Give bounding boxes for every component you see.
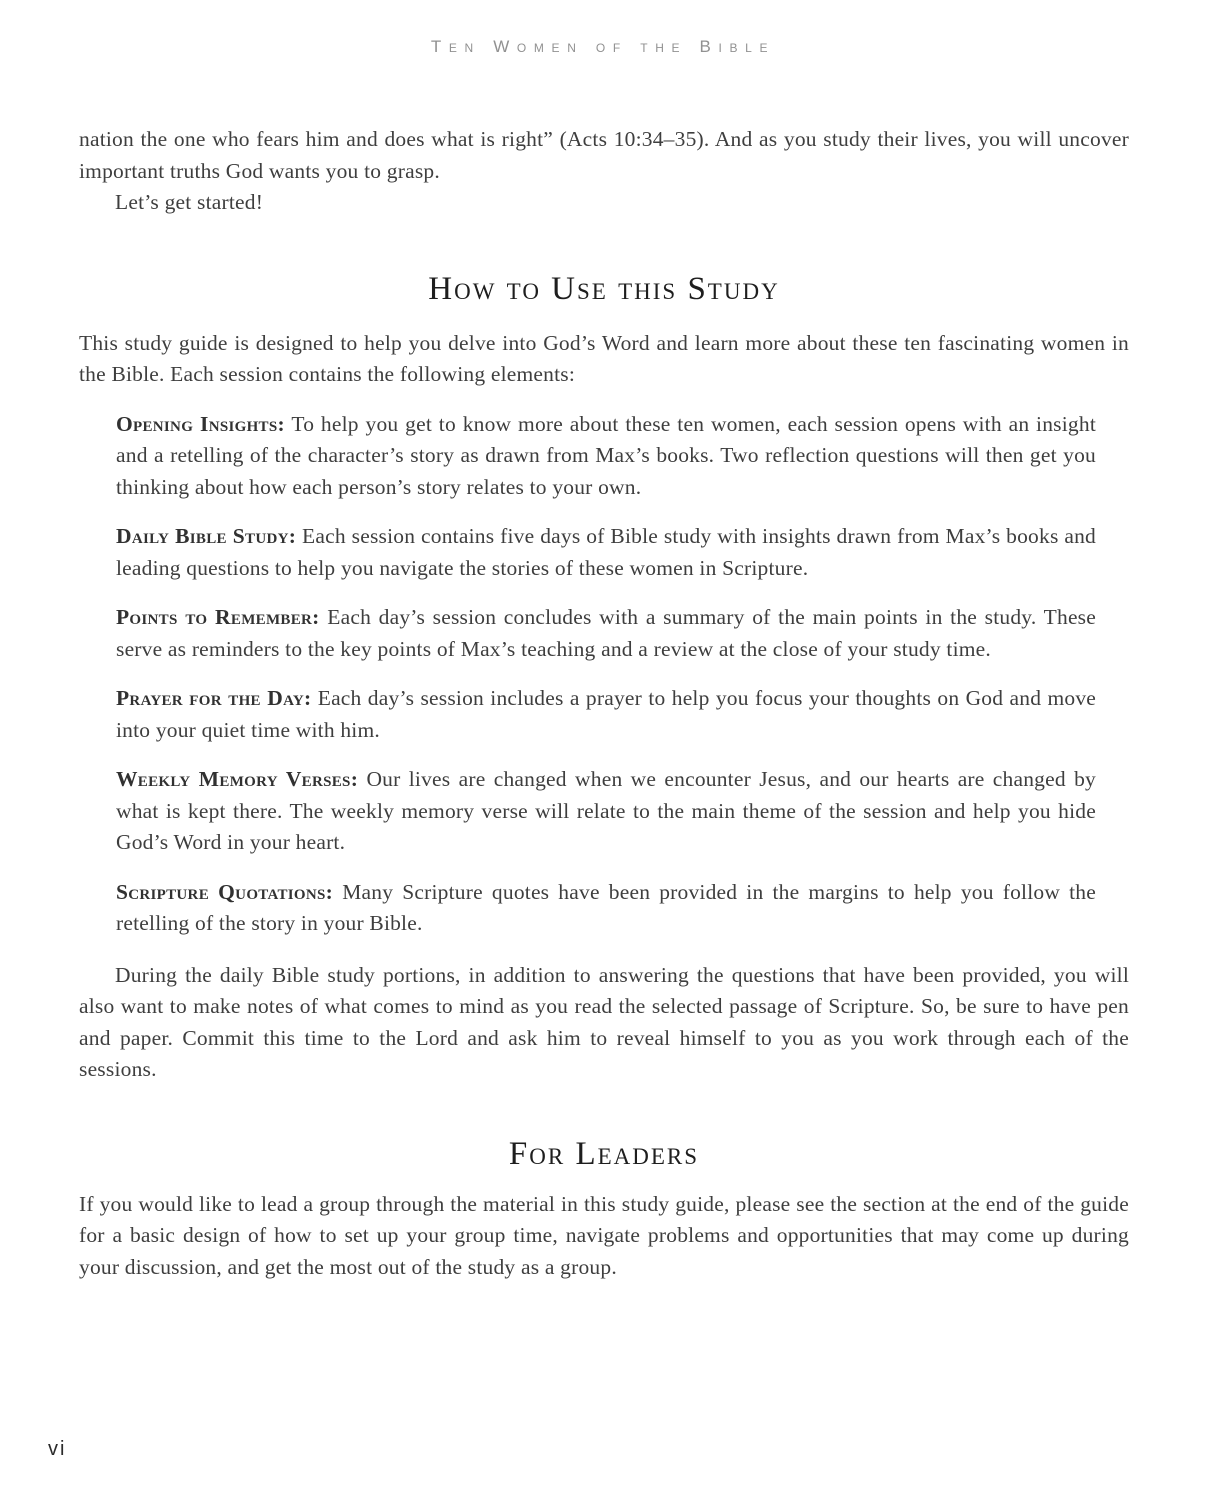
continuation-paragraph: nation the one who fears him and does what is right” (Acts 10:34–35). And as you study their lives, you will uncover important truths God wants you to grasp. (79, 127, 1129, 183)
item-label: Weekly Memory Verses: (116, 767, 359, 791)
item-text: To help you get to know more about these ten women, each session opens with an insight and a retelling of the character’s story as drawn from Max’s books. Two reflection questions will then get you thinking about how each person’s story relates to your own. (116, 411, 1096, 499)
item-label: Points to Remember: (116, 605, 320, 629)
study-element-opening-insights (79, 409, 1129, 504)
heading-how-to-use-this-study: How to Use this Study (428, 270, 780, 307)
lets-get-started-line: Let’s get started! (115, 190, 264, 214)
closing-paragraph: During the daily Bible study portions, in addition to answering the questions that have been provided, you will also want to make notes of what comes to mind as you read the selected passage of Scripture. So, be sure to have pen and paper. Commit this time to the Lord and ask him to reveal himself to you as you work through each of the sessions. (79, 962, 1129, 1081)
item-text: Our lives are changed when we encounter Jesus, and our hearts are changed by what is kept there. The weekly memory verse will relate to the main theme of the session and help you hide God’s Word in your heart. (116, 767, 1096, 854)
study-element-points-to-remember (79, 602, 1129, 665)
item-text: Many Scripture quotes have been provided in the margins to help you follow the retelling of the story in your Bible. (116, 879, 1096, 935)
heading-for-leaders: For Leaders (508, 1135, 700, 1172)
study-element-daily-bible-study (79, 521, 1129, 584)
item-text: Each day’s session concludes with a summary of the main points in the study. These serve as reminders to the key points of Max’s teaching and a review at the close of your study time. (116, 605, 1096, 661)
item-text: Each session contains five days of Bible study with insights drawn from Max’s books and leading questions to help you navigate the stories of these women in Scripture. (116, 524, 1097, 580)
study-element-prayer-for-the-day (79, 683, 1129, 746)
study-element-weekly-memory-verses (79, 764, 1129, 859)
item-label: Scripture Quotations: (116, 879, 334, 904)
page-number: vi (48, 1438, 67, 1460)
item-label: Daily Bible Study: (116, 524, 297, 548)
study-element-scripture-quotations (79, 877, 1129, 940)
running-head: Ten Women of the Bible (430, 37, 776, 56)
page-content (79, 0, 1129, 1283)
item-label: Prayer for the Day: (116, 686, 312, 710)
for-leaders-paragraph: If you would like to lead a group through the material in this study guide, please see the section at the end of the guide for a basic design of how to set up your group time, navigate problems and opportunities that may come up during your discussion, and get the most out of the study as a group. (79, 1191, 1129, 1279)
item-label: Opening Insights: (116, 411, 285, 436)
how-to-use-intro-paragraph: This study guide is designed to help you delve into God’s Word and learn more about these ten fascinating women in the Bible. Each session contains the following elements: (79, 330, 1129, 386)
item-text: Each day’s session includes a prayer to help you focus your thoughts on God and move into your quiet time with him. (116, 686, 1097, 742)
